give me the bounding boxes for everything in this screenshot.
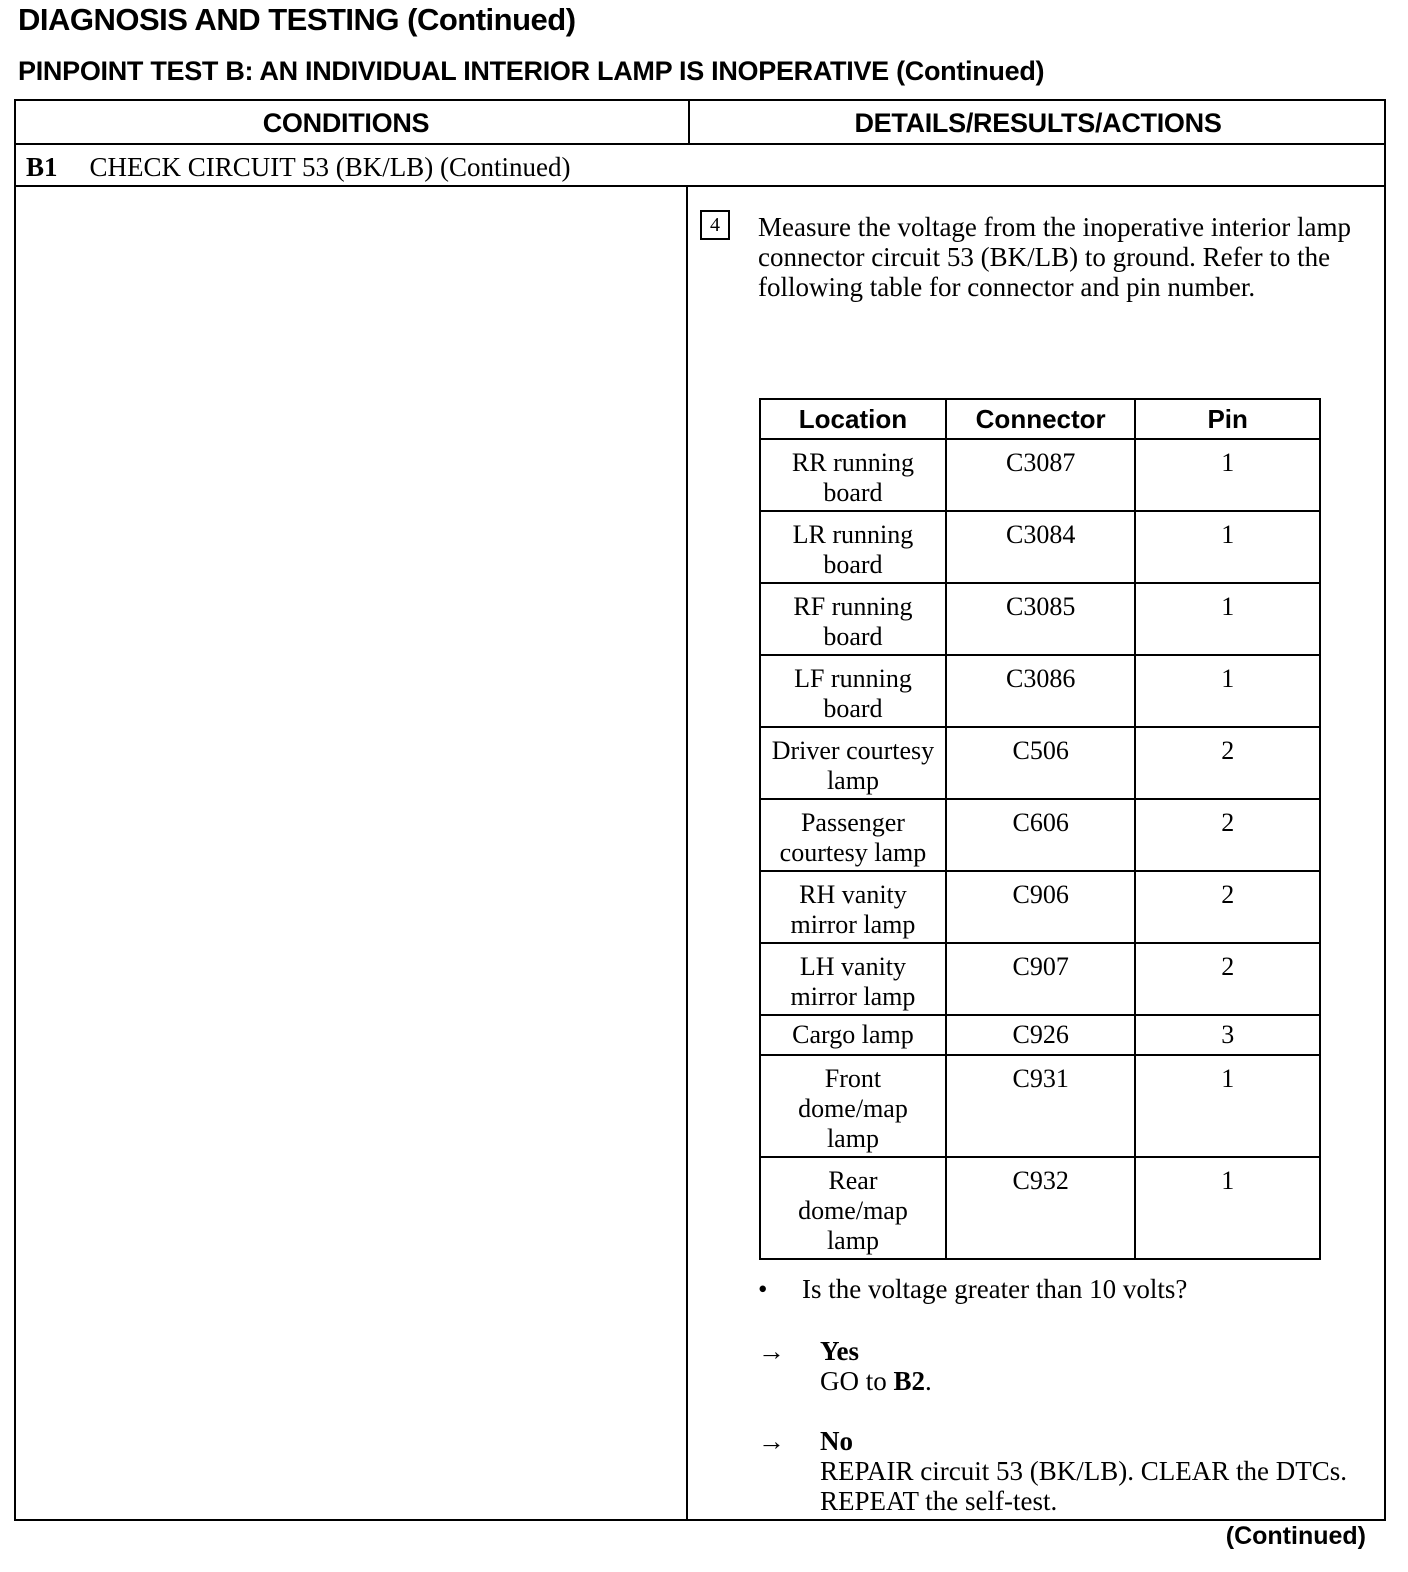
table-row [760, 583, 1320, 655]
connector-cell: C931 [946, 1055, 1135, 1157]
step-title: CHECK CIRCUIT 53 (BK/LB) (Continued) [89, 151, 571, 182]
pin-cell: 1 [1135, 439, 1320, 511]
answer-yes [758, 1336, 1378, 1400]
location-cell: Cargo lamp [760, 1015, 946, 1055]
location-cell: Front dome/map lamp [760, 1055, 946, 1157]
location-cell: LF running board [760, 655, 946, 727]
connector-cell: C3086 [946, 655, 1135, 727]
location-column-header: Location [760, 399, 946, 439]
page-title: DIAGNOSIS AND TESTING (Continued) [18, 2, 576, 37]
answer-no [758, 1426, 1378, 1520]
location-cell: RH vanity mirror lamp [760, 871, 946, 943]
table-row [760, 871, 1320, 943]
connector-cell: C606 [946, 799, 1135, 871]
table-row [760, 511, 1320, 583]
conditions-header: CONDITIONS [262, 107, 430, 138]
connector-column-header: Connector [946, 399, 1135, 439]
connector-table-header-row [760, 399, 1320, 439]
pin-column-header: Pin [1135, 399, 1320, 439]
answer-yes-action: GO to B2. [820, 1366, 932, 1396]
connector-cell: C906 [946, 871, 1135, 943]
pin-cell: 3 [1135, 1015, 1320, 1055]
pin-cell: 1 [1135, 1055, 1320, 1157]
body-column-divider [686, 185, 688, 1519]
location-cell: RR running board [760, 439, 946, 511]
table-row [760, 799, 1320, 871]
pin-cell: 1 [1135, 511, 1320, 583]
details-header: DETAILS/RESULTS/ACTIONS [854, 107, 1222, 138]
table-row [760, 1015, 1320, 1055]
connector-cell: C3085 [946, 583, 1135, 655]
table-row [760, 655, 1320, 727]
pin-cell: 2 [1135, 727, 1320, 799]
location-cell: Passenger courtesy lamp [760, 799, 946, 871]
pin-cell: 2 [1135, 871, 1320, 943]
pin-cell: 1 [1135, 655, 1320, 727]
substep-instruction: Measure the voltage from the inoperative interior lamp connector circuit 53 (BK/LB) to ground. Refer to the following table for connector and pin number. [758, 212, 1352, 302]
right-arrow-icon: → [758, 1336, 785, 1366]
pin-cell: 2 [1135, 943, 1320, 1015]
test-question [758, 1274, 1187, 1304]
continued-footer: (Continued) [1225, 1522, 1366, 1550]
connector-cell: C926 [946, 1015, 1135, 1055]
table-row [760, 439, 1320, 511]
answer-yes-label: Yes [820, 1336, 859, 1366]
connector-cell: C3084 [946, 511, 1135, 583]
pinpoint-test-title: PINPOINT TEST B: AN INDIVIDUAL INTERIOR LAMP IS INOPERATIVE (Continued) [18, 56, 1045, 86]
pin-cell: 2 [1135, 799, 1320, 871]
bullet-icon: • [758, 1274, 768, 1304]
pin-cell: 1 [1135, 1157, 1320, 1259]
goto-step-link: B2 [893, 1366, 926, 1396]
location-cell: LH vanity mirror lamp [760, 943, 946, 1015]
table-row [760, 1055, 1320, 1157]
table-row [760, 1157, 1320, 1259]
table-row [760, 943, 1320, 1015]
right-arrow-icon: → [758, 1426, 785, 1456]
step-id: B1 [26, 151, 58, 182]
connector-cell: C506 [946, 727, 1135, 799]
step-row [26, 147, 571, 187]
answer-no-action: REPAIR circuit 53 (BK/LB). CLEAR the DTCs. REPEAT the self-test. [820, 1456, 1347, 1516]
connector-cell: C3087 [946, 439, 1135, 511]
connector-cell: C932 [946, 1157, 1135, 1259]
connector-pin-table [759, 398, 1321, 1260]
location-cell: LR running board [760, 511, 946, 583]
pin-cell: 1 [1135, 583, 1320, 655]
substep-number-box: 4 [700, 210, 730, 240]
answer-no-label: No [820, 1426, 853, 1456]
location-cell: Rear dome/map lamp [760, 1157, 946, 1259]
location-cell: Driver courtesy lamp [760, 727, 946, 799]
location-cell: RF running board [760, 583, 946, 655]
connector-cell: C907 [946, 943, 1135, 1015]
question-text: Is the voltage greater than 10 volts? [802, 1274, 1188, 1304]
table-row [760, 727, 1320, 799]
test-table [14, 99, 1386, 1521]
